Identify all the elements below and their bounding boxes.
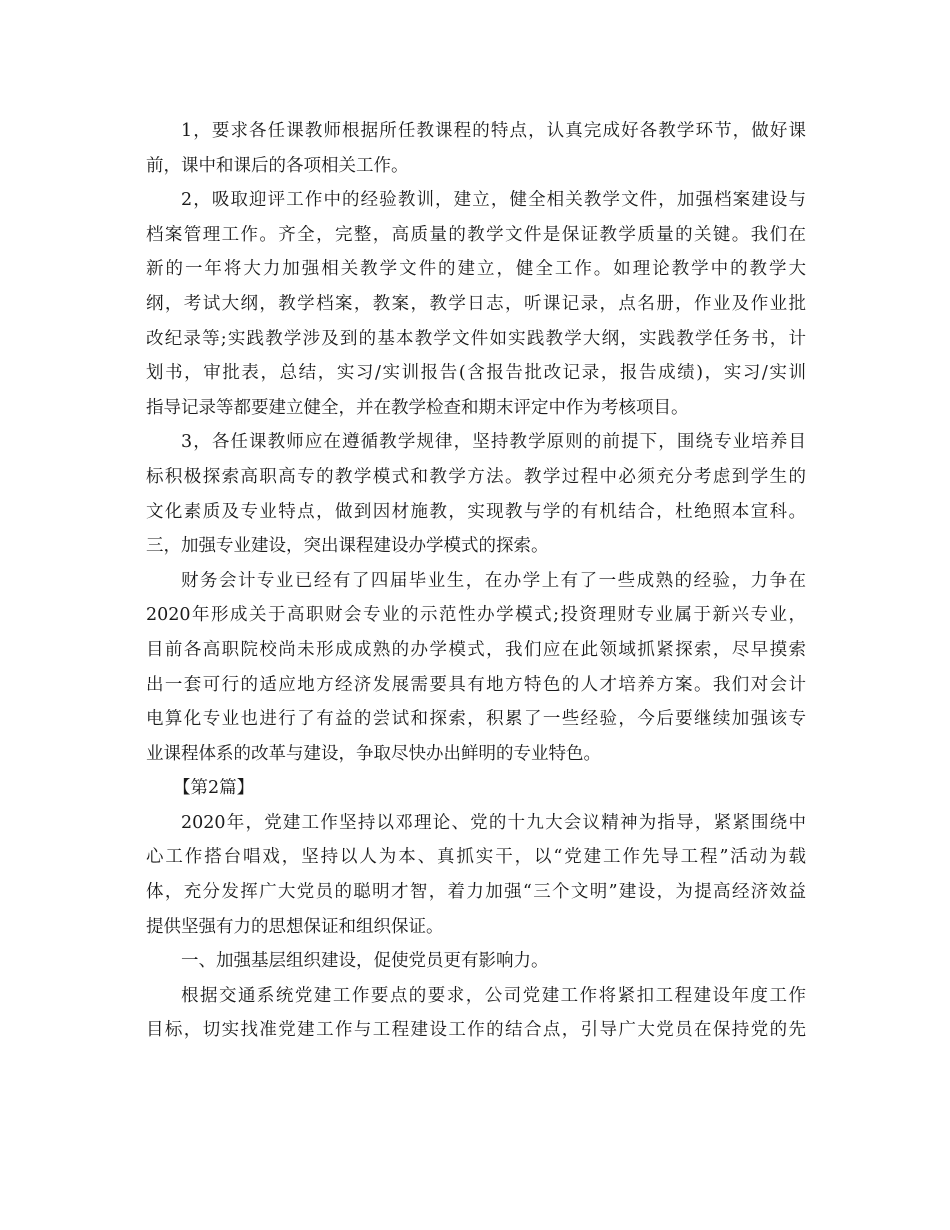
text-line: 划书，审批表，总结，实习/实训报告(含报告批改记录，报告成绩)，实习/实训 (146, 363, 806, 384)
text-line: 财务会计专业已经有了四届毕业生，在办学上有了一些成熟的经验，力争在 (181, 570, 806, 591)
text-line: 业课程体系的改革与建设，争取尽快办出鲜明的专业特色。 (146, 743, 601, 764)
text-line: 出一套可行的适应地方经济发展需要具有地方特色的人才培养方案。我们对会计 (146, 674, 806, 695)
text-line: 2，吸取迎评工作中的经验教训，建立，健全相关教学文件，加强档案建设与 (181, 190, 806, 211)
text-line: 标积极探索高职高专的教学模式和教学方法。教学过程中必须充分考虑到学生的 (146, 466, 806, 487)
text-line: 目前各高职院校尚未形成成熟的办学模式，我们应在此领域抓紧探索，尽早摸索 (146, 639, 806, 660)
text-line: 心工作搭台唱戏，坚持以人为本、真抓实干，以“党建工作先导工程”活动为载 (146, 847, 806, 868)
document-body (146, 114, 806, 1048)
text-line: 体，充分发挥广大党员的聪明才智，着力加强“三个文明”建设，为提高经济效益 (146, 882, 806, 903)
text-line: 2020年形成关于高职财会专业的示范性办学模式;投资理财专业属于新兴专业， (146, 605, 806, 626)
text-line: 2020年，党建工作坚持以邓理论、党的十九大会议精神为指导，紧紧围绕中 (181, 812, 806, 833)
text-line: 根据交通系统党建工作要点的要求，公司党建工作将紧扣工程建设年度工作 (181, 985, 806, 1006)
text-line: 前，课中和课后的各项相关工作。 (146, 155, 409, 176)
text-line: 目标，切实找准党建工作与工程建设工作的结合点，引导广大党员在保持党的先 (146, 1020, 806, 1041)
text-line: 档案管理工作。齐全，完整，高质量的教学文件是保证教学质量的关键。我们在 (146, 224, 806, 245)
text-line: 电算化专业也进行了有益的尝试和探索，积累了一些经验，今后要继续加强该专 (146, 709, 806, 730)
text-line: 提供坚强有力的思想保证和组织保证。 (146, 916, 444, 937)
text-line: 一、加强基层组织建设，促使党员更有影响力。 (181, 951, 549, 972)
text-line: 文化素质及专业特点，做到因材施教，实现教与学的有机结合，杜绝照本宣科。 (146, 501, 806, 522)
text-line: 3，各任课教师应在遵循教学规律，坚持教学原则的前提下，围绕专业培养目 (181, 432, 806, 453)
text-line: 纲，考试大纲，教学档案，教案，教学日志，听课记录，点名册，作业及作业批 (146, 293, 806, 314)
text-line: 指导记录等都要建立健全，并在教学检查和期末评定中作为考核项目。 (146, 397, 689, 418)
section-heading: 【第2篇】 (173, 778, 255, 799)
text-line: 三，加强专业建设，突出课程建设办学模式的探索。 (146, 536, 549, 557)
text-line: 1，要求各任课教师根据所任教课程的特点，认真完成好各教学环节，做好课 (181, 121, 806, 141)
text-line: 新的一年将大力加强相关教学文件的建立，健全工作。如理论教学中的教学大 (146, 259, 806, 280)
text-line: 改纪录等;实践教学涉及到的基本教学文件如实践教学大纲，实践教学任务书，计 (146, 328, 806, 349)
